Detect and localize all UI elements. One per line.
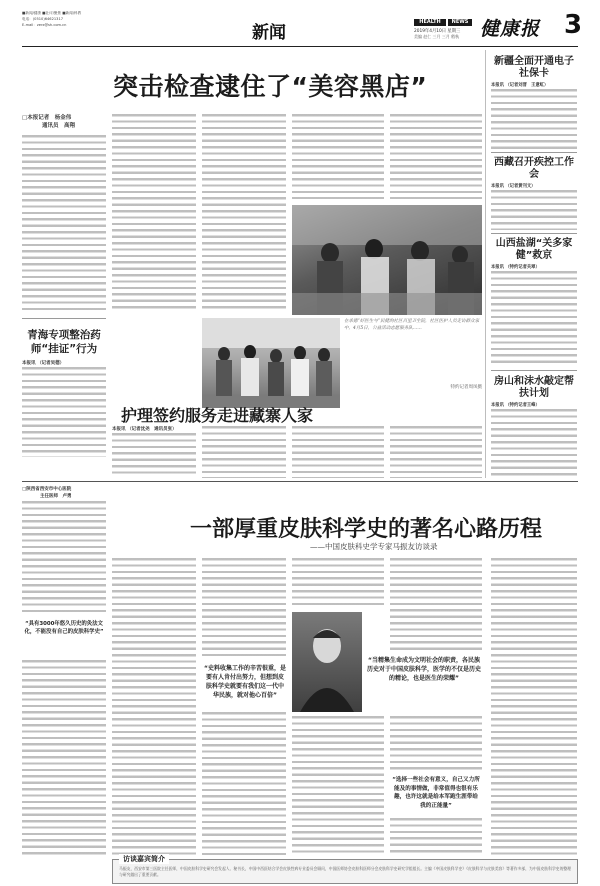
hospital-line: □陕西省西安市中心医院 [22,487,72,492]
health-label: HEALTH [414,19,446,26]
second-story-byline: 本报讯 （记者沈尧 通讯员张） [112,427,177,432]
lead-story-body-col3 [202,114,286,312]
header-info-line-3: E-mail：zerx@sh.com.cn [22,23,67,27]
second-story-body-col3 [292,426,384,478]
village-photo-scene [202,318,340,408]
feature-col-5-end [390,818,482,855]
news-label: NEWS [448,19,472,26]
photo-caption: 在承德“好医生与”民健的社区百里卫生院，社区医护人员走访群众家中，4月5日，公益活动志愿服务队…… [344,319,480,331]
second-story-headline: 护理签约服务走进藏寨人家 [121,406,314,425]
brief-3-body [491,271,577,367]
lead-headline: 突击检查逮住了“美容黑店” [113,72,428,101]
guest-profile-box [112,855,578,884]
portrait-silhouette [292,612,362,712]
beauty-shop-inspection-photo [292,205,482,315]
feature-quote-1: “史料收集工作的辛苦很重，是要有人肯付出努力，但想到皮肤科学史就要有我们这一代中华民族，就对他心百倍” [204,665,286,699]
masthead [0,0,600,50]
lead-story-body-col1 [22,135,106,312]
second-story-body-col1 [112,433,196,478]
lead-byline [22,114,102,130]
brief-1-title: 新疆全面开通电子社保卡 [494,56,574,79]
date-line: 2019年4月10日 星期三 [414,29,461,34]
feature-col-3-bottom [202,712,286,855]
feature-col-2 [112,558,196,855]
photo-caption-box [344,318,482,408]
brief-3-title: 山西盐湖“关多家健”救京 [495,238,573,261]
brief-4-byline: 本报讯 （特约记者王峰） [491,403,540,408]
left-story-body [22,367,106,457]
brief-3-byline: 本报讯 （特约记者关翠） [491,265,540,270]
brief-1-byline: 本报讯 （记者刘晋 王意虹） [491,83,549,88]
brief-rule-2 [491,233,577,234]
feature-headline: 一部厚重皮肤科学史的著名心路历程 [190,517,543,542]
photo-silhouettes [292,205,482,315]
header-info-line-2: 电话：(0510)64621317 [22,17,64,21]
brief-rule-1 [491,152,577,153]
feature-quote-2: “当精集生命成为文明社会的职责，各民族历史对于中国皮肤科学，医学的不仅是历史的精论，也是医生的荣耀” [366,657,481,682]
lead-byline-reporter: □本报记者 杨金伟 [22,115,72,121]
section-name: 新闻 [252,23,286,43]
photo-caption-credit: 特约记者周凤摄 [450,385,482,390]
brief-4-title: 房山和沫水敲定帮扶计划 [494,376,574,399]
interviewee-portrait [292,612,362,712]
feature-top-rule [22,481,578,482]
right-column-divider [485,50,486,478]
paper-name-logo: 健康报 [480,18,541,40]
feature-quote-3: “选择一些社会有意义，自己又力所能及的事情做，非常值得也很有乐趣，也许这就是给本军跑生涯带给我的正能量” [392,777,480,809]
village-visit-photo [202,318,340,408]
left-story-byline: 本报讯 （记者吴德） [22,361,65,366]
feature-col-3-top [202,558,286,656]
lead-story-body-col4 [292,114,384,199]
editor-line: 美编 赵仁 三月 三月 稻秋 [414,34,460,39]
left-story-rule [22,318,106,319]
page-number: 3 [564,10,583,40]
left-subheadline: “具有3000年悠久历史的灸法文化，不能没有自己的皮肤科学史” [24,621,104,635]
second-story-body-col2 [202,426,286,478]
hospital-byline: 主任医师 卢勇 [40,494,72,499]
feature-left-col-top [22,501,106,616]
feature-col-4-bottom [292,716,384,855]
second-story-body-col4 [390,426,482,478]
brief-2-title: 西藏召开疾控工作会 [494,157,574,180]
feature-col-5-top [390,558,482,652]
brief-2-body [491,190,577,230]
brief-rule-3 [491,370,577,371]
brief-4-body [491,409,577,478]
guest-profile-bio: 马振友，西安市第三医院主任医师，中国皮肤科学史研究会发起人、秘书长，中国中西医结合学会皮肤性病专业委员会顾问，中国医师协会皮肤科医师分会皮肤科学史研究学组组长。主编《中国皮肤科学史》《皮肤科学与皮肤美容》等著作多部，为中国皮肤科学史的整理与研究做出了重要贡献。 [119,866,571,877]
feature-subhead: ——中国皮肤科史学专家马振友访谈录 [310,542,438,551]
lead-byline-correspondent: 通讯员 高翔 [42,123,76,129]
left-story-title: 青海专项整治药师“挂证”行为 [27,329,101,355]
header-info-line-1: ■新闻/健康 ■社评/聚焦 ■新闻/科教 [22,11,82,15]
feature-col-6 [491,558,577,855]
masthead-rule [22,46,578,47]
feature-col-4-top [292,558,384,608]
brief-2-byline: 本报讯 （记者黄刊文） [491,184,536,189]
feature-col-5-bottom [390,716,482,772]
feature-left-col-bottom [22,660,106,855]
lead-story-body-col5 [390,114,482,199]
guest-profile-title: 访谈嘉宾简介 [119,854,169,864]
brief-1-body [491,89,577,149]
lead-story-body-col2 [112,114,196,312]
